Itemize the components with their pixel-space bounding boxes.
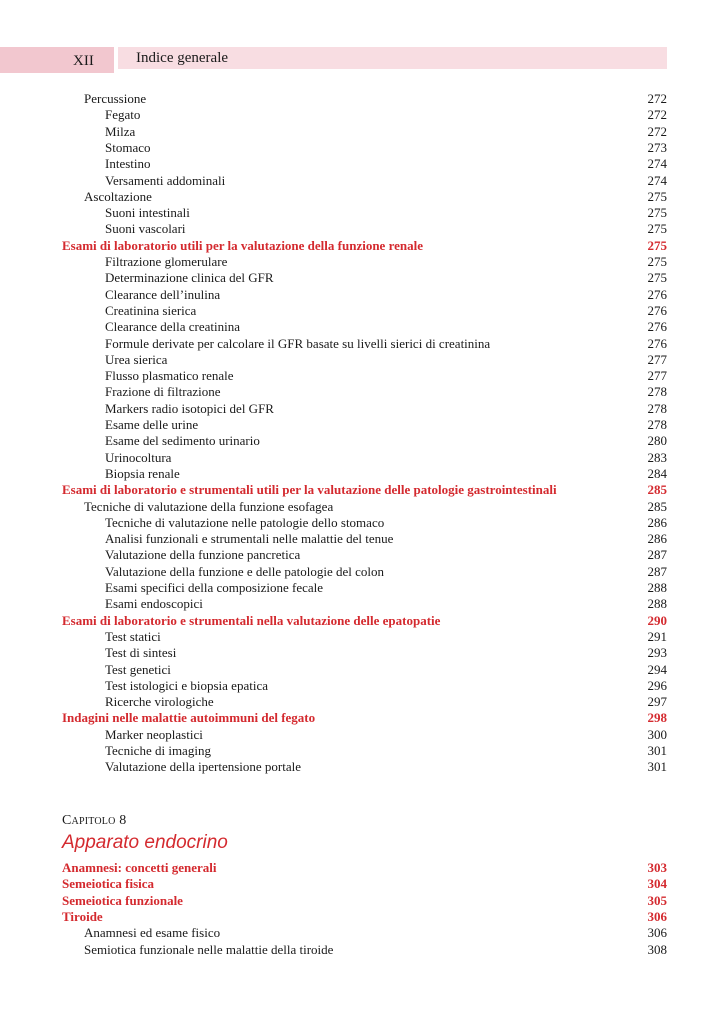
toc-entry-page: 283 — [647, 449, 667, 465]
toc-entry-title: Marker neoplastici — [105, 726, 203, 742]
toc-entry-title: Formule derivate per calcolare il GFR basate su livelli sierici di creatinina — [105, 335, 491, 351]
toc-entry — [105, 173, 667, 189]
toc-entry — [105, 433, 667, 449]
toc-entry — [105, 319, 667, 335]
toc-entry-page: 297 — [647, 694, 667, 710]
toc-entry — [105, 694, 667, 710]
toc-entry-title: Percussione — [84, 91, 147, 106]
toc-section-heading — [62, 482, 667, 498]
toc-entry — [105, 205, 667, 221]
running-header-title: Indice generale — [136, 50, 229, 66]
toc-entry-title: Suoni vascolari — [105, 221, 186, 237]
toc-entry — [105, 678, 667, 694]
toc-entry-page: 275 — [647, 270, 667, 286]
toc-entry-title: Valutazione della funzione pancretica — [105, 547, 301, 563]
toc-section-heading — [62, 909, 667, 925]
toc-entry — [105, 336, 667, 352]
toc-entry-title: Indagini nelle malattie autoimmuni del fegato — [62, 710, 316, 726]
toc-entry-title: Esami di laboratorio e strumentali nella valutazione delle epatopatie — [62, 612, 441, 628]
toc-entry — [105, 140, 667, 156]
toc-entry-page: 300 — [647, 726, 667, 742]
toc-entry-title: Semiotica funzionale nelle malattie della tiroide — [84, 941, 334, 957]
toc-entry-page: 273 — [647, 139, 667, 155]
toc-entry-page: 306 — [647, 908, 667, 924]
toc-section-heading — [62, 893, 667, 909]
toc-entry — [105, 596, 667, 612]
toc-entry-page: 288 — [647, 596, 667, 612]
toc-entry-page: 272 — [647, 123, 667, 139]
toc-entry-page: 277 — [647, 351, 667, 367]
toc-entry — [105, 564, 667, 580]
toc-entry — [105, 629, 667, 645]
toc-entry-page: 275 — [647, 188, 667, 204]
toc-entry-page: 274 — [647, 156, 667, 172]
toc-entry-page: 272 — [647, 91, 667, 106]
toc-entry — [105, 743, 667, 759]
toc-entry — [105, 384, 667, 400]
toc-entry-title: Fegato — [105, 107, 141, 123]
toc-entry — [105, 547, 667, 563]
toc-entry-page: 306 — [647, 925, 667, 941]
toc-entry-title: Creatinina sierica — [105, 302, 197, 318]
toc-entry-page: 308 — [647, 941, 667, 957]
toc-entry — [84, 942, 667, 958]
toc-entry-page: 277 — [647, 368, 667, 384]
toc-entry-title: Versamenti addominali — [105, 172, 226, 188]
toc-entry-page: 286 — [647, 514, 667, 530]
toc-entry-title: Test statici — [105, 628, 161, 644]
toc-entry-title: Clearance dell’inulina — [105, 286, 221, 302]
toc-entry-title: Esami di laboratorio utili per la valutazione della funzione renale — [62, 237, 423, 253]
chapter-title: Apparato endocrino — [62, 832, 228, 853]
toc-entry-title: Flusso plasmatico renale — [105, 368, 234, 384]
toc-entry-title: Esame del sedimento urinario — [105, 433, 260, 449]
toc-entry — [105, 303, 667, 319]
toc-entry-page: 286 — [647, 531, 667, 547]
toc-entry-title: Tiroide — [62, 908, 103, 924]
toc-entry — [105, 221, 667, 237]
toc-entry — [105, 270, 667, 286]
toc-entry-page: 275 — [647, 205, 667, 221]
toc-entry-page: 275 — [647, 221, 667, 237]
toc-entry-page: 305 — [647, 892, 667, 908]
toc-entry-page: 276 — [647, 302, 667, 318]
toc-entry-title: Determinazione clinica del GFR — [105, 270, 274, 286]
toc-entry-title: Frazione di filtrazione — [105, 384, 221, 400]
toc-entry-title: Tecniche di valutazione nelle patologie dello stomaco — [105, 514, 385, 530]
page-number: XII — [73, 53, 94, 69]
toc-entry-title: Stomaco — [105, 139, 151, 155]
toc-entry-title: Semeiotica funzionale — [62, 892, 183, 908]
toc-entry — [105, 417, 667, 433]
toc-entry-title: Test di sintesi — [105, 645, 177, 661]
toc-entry-title: Valutazione della funzione e delle patologie del colon — [105, 563, 385, 579]
toc-entry-title: Esami specifici della composizione fecale — [105, 580, 324, 595]
toc-entry — [105, 759, 667, 775]
toc-entry — [105, 727, 667, 743]
toc-entry-page: 287 — [647, 563, 667, 579]
toc-entry-page: 287 — [647, 547, 667, 563]
toc-entry-title: Test genetici — [105, 661, 171, 677]
toc-entry-page: 296 — [647, 677, 667, 693]
toc-entry-title: Semeiotica fisica — [62, 876, 155, 892]
toc-entry-page: 276 — [647, 335, 667, 351]
toc-entry-title: Markers radio isotopici del GFR — [105, 400, 274, 416]
toc-entry-title: Analisi funzionali e strumentali nelle malattie del tenue — [105, 531, 394, 547]
toc-entry — [105, 287, 667, 303]
toc-entry-page: 275 — [647, 254, 667, 269]
toc-entry-page: 294 — [647, 661, 667, 677]
toc-entry-page: 280 — [647, 433, 667, 449]
toc-entry — [105, 401, 667, 417]
toc-entry-page: 290 — [647, 612, 667, 628]
toc-section-heading — [62, 613, 667, 629]
toc-entry-title: Tecniche di imaging — [105, 743, 211, 758]
toc-entry-title: Biopsia renale — [105, 465, 180, 481]
toc-entry-title: Test istologici e biopsia epatica — [105, 677, 268, 693]
toc-entry-page: 298 — [647, 710, 667, 726]
toc-entry-title: Esame delle urine — [105, 417, 199, 432]
toc-entry-page: 278 — [647, 417, 667, 432]
toc-entry-page: 285 — [647, 482, 667, 498]
toc-entry-page: 293 — [647, 645, 667, 661]
toc-entry-title: Urea sierica — [105, 351, 168, 367]
toc-entry-title: Anamnesi ed esame fisico — [84, 925, 221, 941]
toc-section-heading — [62, 876, 667, 892]
toc-entry-title: Valutazione della ipertensione portale — [105, 759, 302, 775]
toc-entry — [105, 368, 667, 384]
toc-entry — [105, 450, 667, 466]
toc-entry — [105, 254, 667, 270]
toc-entry — [105, 515, 667, 531]
toc-entry — [105, 645, 667, 661]
toc-section-heading — [62, 710, 667, 726]
toc-entry-page: 276 — [647, 319, 667, 335]
toc-entry-title: Ricerche virologiche — [105, 694, 214, 710]
toc-section-heading — [62, 860, 667, 876]
toc-entry — [105, 531, 667, 547]
toc-entry-page: 278 — [647, 384, 667, 400]
toc-entry — [105, 662, 667, 678]
chapter-label: Capitolo 8 — [62, 813, 127, 828]
toc-entry-page: 284 — [647, 465, 667, 481]
header-tab — [0, 47, 114, 73]
toc-entry — [105, 107, 667, 123]
toc-entry-page: 278 — [647, 400, 667, 416]
toc-entry-title: Tecniche di valutazione della funzione esofagea — [84, 498, 334, 514]
toc-entry-page: 274 — [647, 172, 667, 188]
toc-entry-page: 275 — [647, 237, 667, 253]
toc-entry-page: 301 — [647, 743, 667, 758]
toc-entry-page: 272 — [647, 107, 667, 123]
toc-entry-title: Clearance della creatinina — [105, 319, 240, 335]
toc-entry-page: 291 — [647, 628, 667, 644]
toc-entry — [84, 499, 667, 515]
toc-entry-page: 304 — [647, 876, 667, 892]
toc-entry — [105, 580, 667, 596]
toc-entry-title: Ascoltazione — [84, 188, 152, 204]
toc-entry-title: Anamnesi: concetti generali — [62, 860, 217, 875]
toc-entry — [105, 352, 667, 368]
toc-entry-title: Intestino — [105, 156, 151, 172]
toc-entry-title: Esami di laboratorio e strumentali utili per la valutazione delle patologie gastrointestinali — [62, 482, 557, 498]
toc-entry-page: 288 — [647, 580, 667, 595]
toc-entry — [105, 156, 667, 172]
toc-entry — [84, 925, 667, 941]
toc-entry-title: Milza — [105, 123, 136, 139]
toc-entry-page: 285 — [647, 498, 667, 514]
toc-entry-page: 276 — [647, 286, 667, 302]
toc-entry — [84, 189, 667, 205]
toc-entry — [105, 466, 667, 482]
toc-entry — [105, 124, 667, 140]
toc-entry-title: Suoni intestinali — [105, 205, 190, 221]
toc-entry-title: Esami endoscopici — [105, 596, 203, 612]
toc-entry-page: 303 — [647, 860, 667, 875]
toc-entry-title: Filtrazione glomerulare — [105, 254, 228, 269]
toc-section-heading — [62, 238, 667, 254]
toc-entry — [84, 91, 667, 107]
toc-entry-title: Urinocoltura — [105, 449, 172, 465]
toc-entry-page: 301 — [647, 759, 667, 775]
